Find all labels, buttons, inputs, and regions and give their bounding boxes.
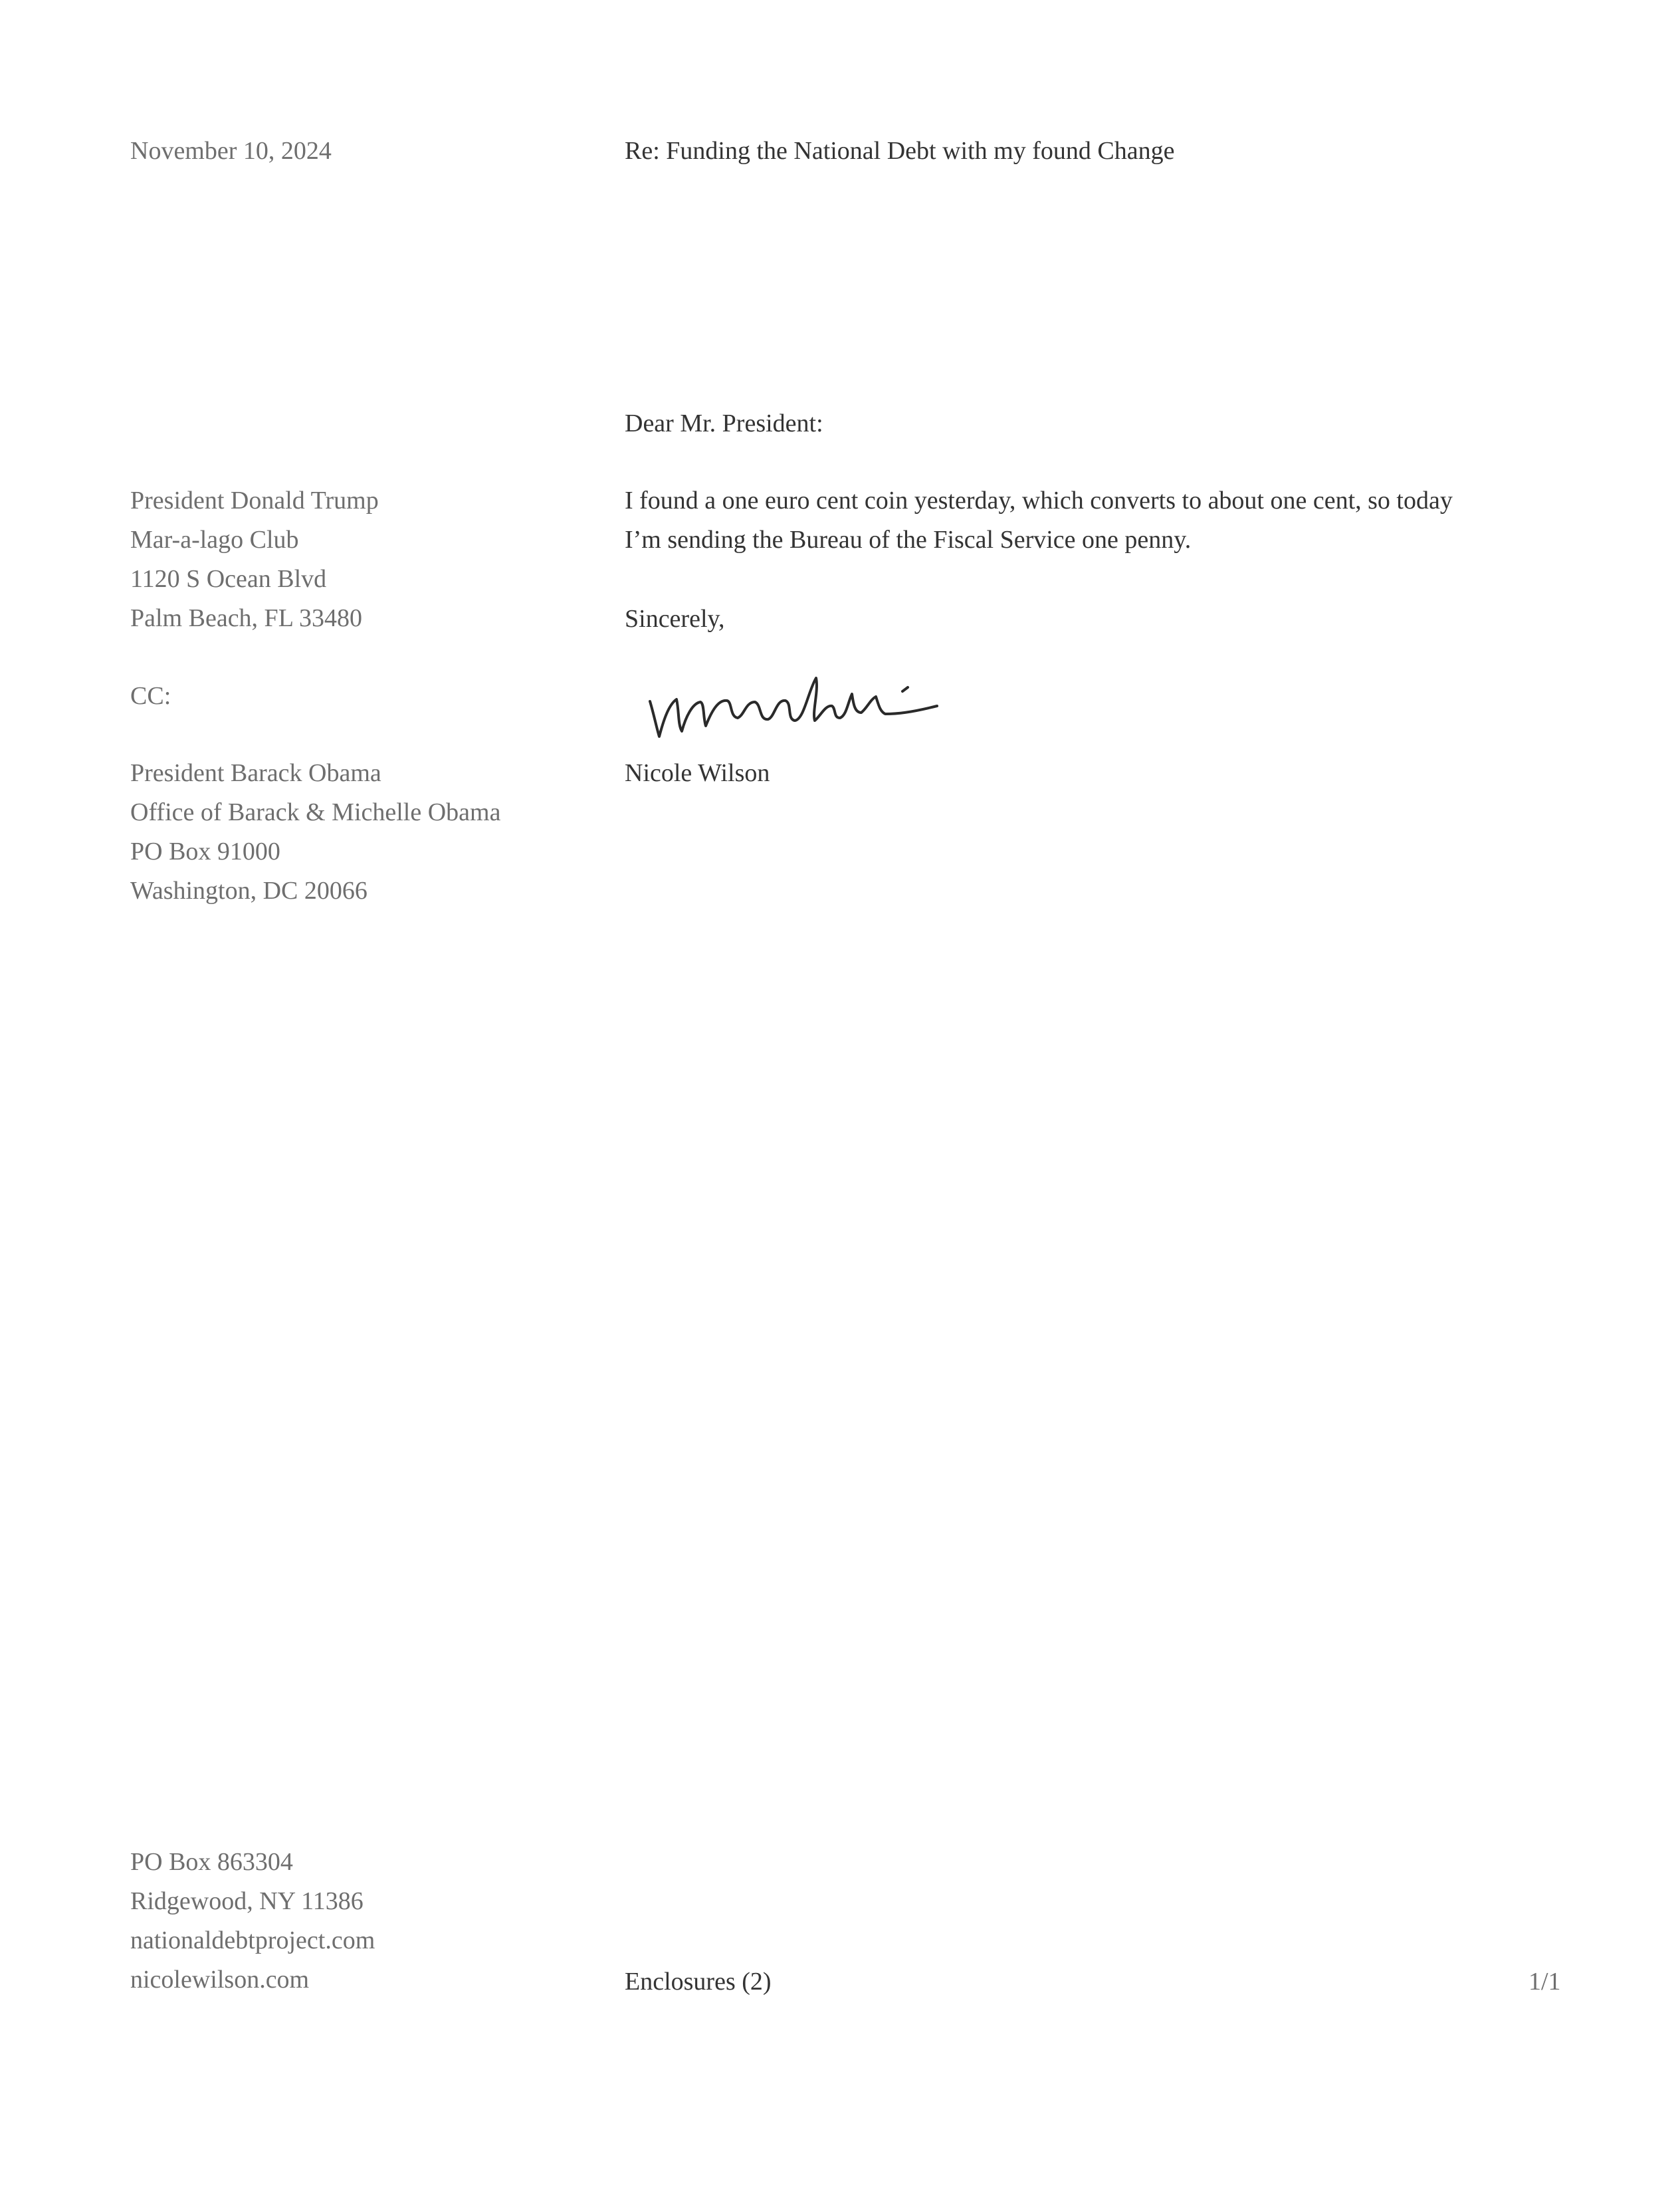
closing: Sincerely, [625, 605, 725, 633]
cc-line: President Barack Obama [130, 759, 381, 787]
cc-line: Office of Barack & Michelle Obama [130, 798, 501, 826]
cc-address [130, 754, 500, 911]
recipient-address [130, 481, 379, 638]
cc-label: CC: [130, 682, 171, 710]
recipient-line: Mar-a-lago Club [130, 526, 299, 554]
salutation: Dear Mr. President: [625, 409, 823, 437]
handwritten-signature [645, 665, 957, 751]
page-number: 1/1 [1528, 1968, 1561, 1996]
subject-line: Re: Funding the National Debt with my found Change [625, 137, 1175, 165]
letter-date: November 10, 2024 [130, 137, 332, 165]
sender-address [130, 1843, 375, 2000]
recipient-line: Palm Beach, FL 33480 [130, 604, 362, 632]
sender-line: nicolewilson.com [130, 1966, 310, 1994]
enclosures-note: Enclosures (2) [625, 1968, 772, 1996]
letter-body [625, 481, 1453, 560]
signer-name: Nicole Wilson [625, 759, 770, 787]
sender-line: Ridgewood, NY 11386 [130, 1887, 364, 1915]
body-line: I’m sending the Bureau of the Fiscal Service one penny. [625, 526, 1192, 554]
cc-line: PO Box 91000 [130, 838, 280, 866]
sender-line: nationaldebtproject.com [130, 1926, 375, 1954]
recipient-line: 1120 S Ocean Blvd [130, 565, 327, 593]
cc-line: Washington, DC 20066 [130, 877, 368, 905]
sender-line: PO Box 863304 [130, 1848, 293, 1876]
body-line: I found a one euro cent coin yesterday, which converts to about one cent, so today [625, 487, 1453, 515]
recipient-line: President Donald Trump [130, 487, 379, 515]
